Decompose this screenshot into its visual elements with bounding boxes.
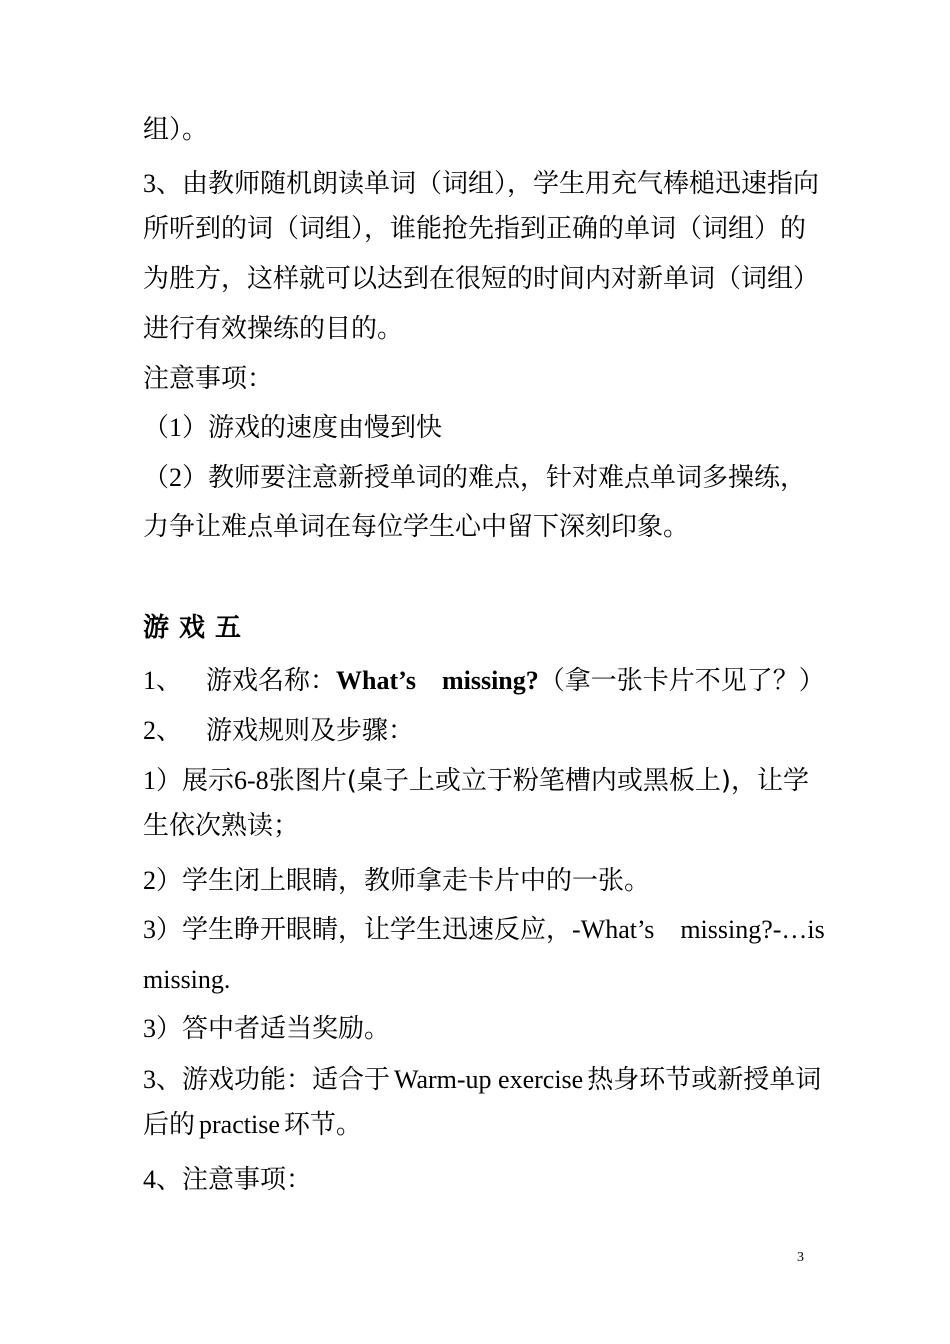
text-span: ）展示: [156, 766, 235, 796]
text-span: 6-8: [234, 766, 269, 795]
text-line: [143, 865, 650, 897]
text-span: 、游戏功能：适合于: [156, 1065, 391, 1095]
text-line: [143, 914, 825, 946]
text-span: 3: [143, 169, 156, 198]
text-span: ）学生闭上眼睛，教师拿走卡片中的一张。: [156, 866, 651, 896]
list-number: 1、: [143, 666, 183, 695]
section-heading: 游戏五: [143, 613, 252, 643]
text-span: ）游戏的速度由慢到快: [182, 413, 443, 443]
text-span: 游戏名称：: [206, 666, 337, 696]
text-span: 热身环节或新授单词: [587, 1065, 822, 1095]
text-span: 3: [143, 1014, 156, 1043]
text-span: 游戏规则及步骤：: [206, 716, 415, 746]
text-span: ）答中者适当奖励。: [156, 1014, 391, 1044]
text-line: [143, 1109, 362, 1141]
page-number: 3: [797, 1250, 804, 1265]
text-span: 、注意事项：: [156, 1165, 313, 1195]
text-line: [143, 1013, 390, 1045]
text-line: [143, 412, 442, 444]
text-line: [143, 363, 273, 395]
text-span: 所听到的词（词组），谁能抢先指到正确的单词（词组）的: [143, 214, 807, 244]
text-line: [143, 810, 299, 842]
text-span: （: [143, 413, 170, 443]
text-span: 、由教师随机朗读单词（词组），学生用充气棒槌迅速指向: [156, 169, 820, 199]
text-span: 1: [169, 413, 183, 442]
text-span: ）教师要注意新授单词的难点，针对难点单词多操练，: [182, 463, 807, 493]
text-span: practise: [199, 1110, 280, 1139]
list-number: 2、: [143, 716, 183, 745]
list-item: [143, 665, 825, 697]
text-span: 进行有效操练的目的。: [143, 314, 404, 344]
text-span: 3: [143, 1065, 156, 1094]
text-span: 张图片(桌子上或立于粉笔槽内或黑板上)，让学: [268, 766, 809, 796]
text-span: ）学生睁开眼睛，让学生迅速反应，: [156, 915, 573, 945]
text-span: 环节。: [283, 1110, 362, 1140]
text-span: 生依次熟读；: [143, 811, 300, 841]
list-item: [143, 715, 414, 747]
text-line: [143, 114, 208, 146]
text-span: 注意事项：: [143, 364, 274, 394]
text-line: [143, 511, 689, 543]
text-line: [143, 462, 806, 494]
text-line: [143, 1164, 312, 1196]
text-line: [143, 1064, 821, 1096]
text-line: [143, 964, 230, 996]
text-line: [143, 765, 809, 797]
text-span: missing.: [143, 965, 231, 994]
text-span: 后的: [143, 1110, 196, 1140]
text-span: 组）。: [143, 115, 209, 145]
text-span: （拿一张卡片不见了？）: [538, 666, 825, 696]
text-span: 力争让难点单词在每位学生心中留下深刻印象。: [143, 512, 690, 542]
text-span: 为胜方，这样就可以达到在很短的时间内对新单词（词组）: [143, 264, 820, 294]
text-span: 4: [143, 1165, 156, 1194]
text-span: 3: [143, 915, 156, 944]
text-line: [143, 313, 403, 345]
text-line: [143, 263, 819, 295]
text-span: 2: [169, 463, 183, 492]
text-span: 2: [143, 866, 156, 895]
text-line: [143, 168, 819, 200]
text-span: Warm-up exercise: [394, 1065, 584, 1094]
text-span: -What’s missing?-…is: [572, 915, 825, 944]
text-span: 1: [143, 766, 156, 795]
text-span: What’s missing?: [336, 666, 539, 695]
text-span: （: [143, 463, 170, 493]
text-line: [143, 213, 806, 245]
